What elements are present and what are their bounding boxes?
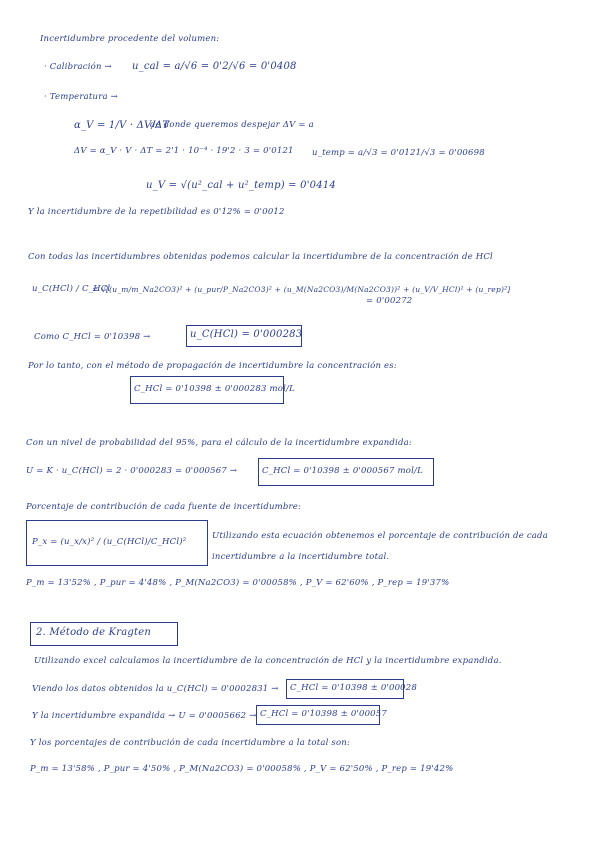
kragten-contribution-intro: Y los porcentajes de contribución de cada incertidumbre a la total son: (30, 738, 351, 748)
contribution-percentages: P_m = 13'52% , P_pur = 4'48% , P_M(Na2CO3) = 0'00058% , P_V = 62'60% , P_rep = 19'37% (26, 578, 450, 588)
propagation-result: C_HCl = 0'10398 ± 0'000283 mol/L (134, 384, 295, 394)
relative-uncertainty-lhs: u_C(HCl) / C_HCl (32, 284, 111, 294)
calibration-equation: u_cal = a/√6 = 0'2/√6 = 0'0408 (132, 61, 297, 72)
expansion-coefficient-equation: α_V = 1/V · ΔV/ΔT (74, 120, 170, 131)
kragten-expanded-statement: Y la incertidumbre expandida → U = 0'0005662 → (32, 711, 257, 721)
uncertainty-result: u_C(HCl) = 0'000283 (190, 329, 303, 340)
kragten-result: C_HCl = 0'10398 ± 0'00028 (290, 683, 418, 693)
combined-intro: Con todas las incertidumbres obtenidas podemos calcular la incertidumbre de la concentración de HCl (28, 252, 493, 262)
calibration-label: · Calibración → (44, 62, 112, 72)
contribution-explanation-1: Utilizando esta ecuación obtenemos el porcentaje de contribución de cada (212, 531, 548, 541)
volume-uncertainty-equation: u_V = √(u²_cal + u²_temp) = 0'0414 (146, 180, 336, 191)
relative-uncertainty-rhs: = √[(u_m/m_Na2CO3)² + (u_pur/P_Na2CO3)² + (u_M(Na2CO3)/M(Na2CO3))² + (u_V/V_HCl)² + (u_rep)²] (92, 285, 511, 294)
expanded-uncertainty-intro: Con un nivel de probabilidad del 95%, para el cálculo de la incertidumbre expandida: (26, 438, 412, 448)
repeatability-uncertainty: Y la incertidumbre de la repetibilidad es 0'12% = 0'0012 (28, 207, 285, 217)
kragten-contribution-percentages: P_m = 13'58% , P_pur = 4'50% , P_M(Na2CO3) = 0'00058% , P_V = 62'50% , P_rep = 19'42% (30, 764, 454, 774)
volume-uncertainty-title: Incertidumbre procedente del volumen: (40, 34, 220, 44)
propagation-method-statement: Por lo tanto, con el método de propagación de incertidumbre la concentración es: (28, 361, 397, 371)
expanded-result: C_HCl = 0'10398 ± 0'000567 mol/L (262, 466, 423, 476)
concentration-statement: Como C_HCl = 0'10398 → (34, 332, 151, 342)
contribution-heading: Porcentaje de contribución de cada fuente de incertidumbre: (26, 502, 302, 512)
relative-uncertainty-result: = 0'00272 (366, 296, 413, 306)
contribution-explanation-2: incertidumbre a la incertidumbre total. (212, 552, 390, 562)
kragten-heading: 2. Método de Kragten (36, 627, 152, 638)
expanded-uncertainty-equation: U = K · u_C(HCl) = 2 · 0'000283 = 0'000567 → (26, 466, 238, 476)
temperature-uncertainty-equation: u_temp = a/√3 = 0'0121/√3 = 0'00698 (312, 148, 485, 158)
kragten-intro: Utilizando excel calculamos la incertidumbre de la concentración de HCl y la incertidumbre expandida. (34, 656, 502, 666)
volume-change-equation: ΔV = α_V · V · ΔT = 2'1 · 10⁻⁴ · 19'2 · 3 = 0'0121 (74, 146, 294, 156)
expansion-coefficient-note: de donde queremos despejar ΔV = a (150, 120, 314, 130)
temperature-label: · Temperatura → (44, 92, 118, 102)
kragten-uncertainty-statement: Viendo los datos obtenidos la u_C(HCl) = 0'0002831 → (32, 684, 279, 694)
contribution-formula: P_x = (u_x/x)² / (u_C(HCl)/C_HCl)² (32, 537, 187, 547)
kragten-expanded-result: C_HCl = 0'10398 ± 0'00057 (260, 709, 388, 719)
